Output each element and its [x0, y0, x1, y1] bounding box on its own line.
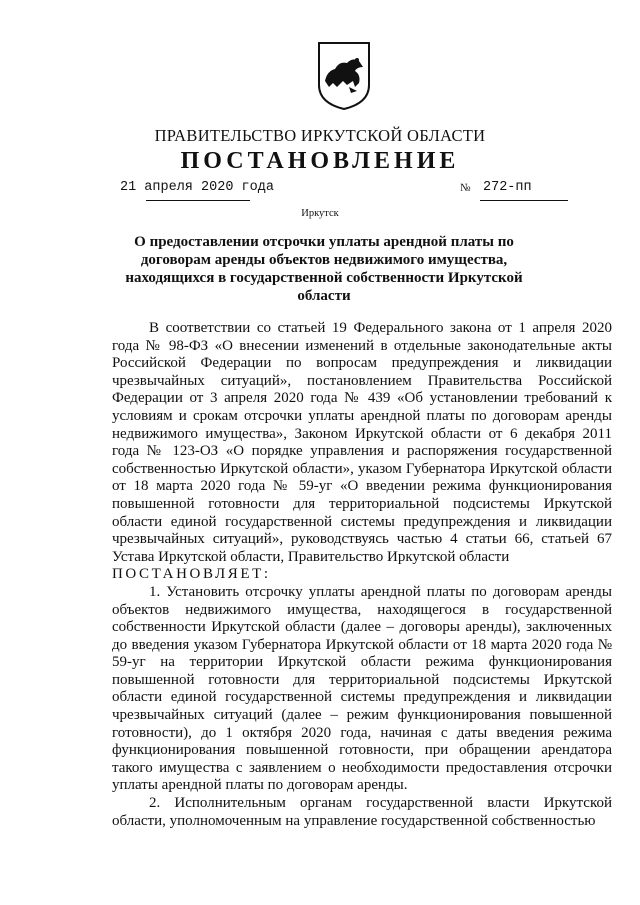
document-title: О предоставлении отсрочки уплаты арендной платы по договорам аренды объектов недвижимого имущества, находящихся в государственной собственности Иркутской области [125, 234, 523, 304]
item-1-paragraph: 1. Установить отсрочку уплаты арендной платы по договорам аренды объектов недвижимого имущества, находящегося в государственной собственности Иркутской области (далее – договоры аренды), заключенных до введения указом Губернатора Иркутской области от 18 марта 2020 года № 59-уг на территории Иркутской области режима функционирования повышенной готовности для территориальной подсистемы Иркутской области единой государственной системы предупреждения и ликвидации чрезвычайных ситуаций (далее – режим функционирования повышенной готовности), до 1 октября 2020 года, начиная с даты введения режима функционирования повышенной готовности, при обращении арендатора такого имущества с заявлением о необходимости предоставления отсрочки уплаты арендной платы по договорам аренды. [112, 583, 612, 794]
government-name: ПРАВИТЕЛЬСТВО ИРКУТСКОЙ ОБЛАСТИ [154, 126, 486, 145]
document-date: 21 апреля 2020 года [120, 180, 274, 195]
date-underline [146, 200, 250, 201]
preamble-paragraph: В соответствии со статьей 19 Федерального закона от 1 апреля 2020 года № 98-ФЗ «О внесении изменений в отдельные законодательные акты Российской Федерации по вопросам предупреждения и ликвидации чрезвычайных ситуаций», постановлением Правительства Российской Федерации от 3 апреля 2020 года № 439 «Об установлении требований к условиям и срокам отсрочки уплаты арендной платы по договорам аренды недвижимого имущества», Законом Иркутской области от 6 декабря 2011 года № 123-ОЗ «О порядке управления и распоряжения государственной собственностью Иркутской области», указом Губернатора Иркутской области от 18 марта 2020 года № 59-уг «О введении режима функционирования повышенной готовности для территориальной подсистемы Иркутской области единой государственной системы предупреждения и ликвидации чрезвычайных ситуаций», руководствуясь частью 4 статьи 66, статьей 67 Устава Иркутской области, Правительство Иркутской области [112, 320, 612, 565]
number-label: № [460, 182, 471, 194]
city: Иркутск [301, 208, 339, 219]
document-body [112, 320, 612, 830]
item-2-paragraph: 2. Исполнительным органам государственной власти Иркутской области, уполномоченным на управление государственной собственностью [112, 795, 612, 829]
document-number: 272-пп [483, 180, 532, 195]
number-underline [480, 200, 568, 201]
coat-of-arms-icon [317, 41, 371, 111]
document-type: ПОСТАНОВЛЕНИЕ [180, 148, 460, 174]
decree-word: ПОСТАНОВЛЯЕТ: [112, 566, 271, 583]
